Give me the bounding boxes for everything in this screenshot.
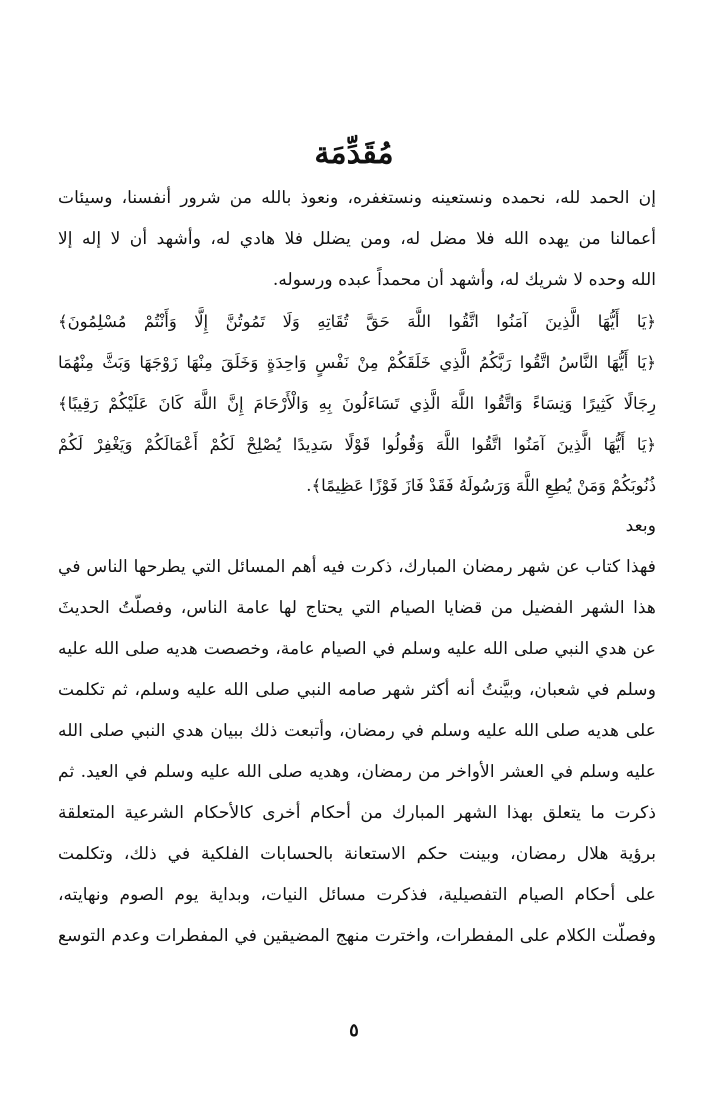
verse-line: رِجَالًا كَثِيرًا وَنِسَاءً وَاتَّقُوا اللَّهَ الَّذِي تَسَاءَلُونَ بِهِ وَالْأَرْحَامَ إِنَّ اللَّهَ كَانَ عَلَيْكُمْ رَقِيبًا﴾ [58,394,656,413]
body-text [58,178,656,957]
text-line: وسلم في شعبان، وبيَّنتُ أنه أكثر شهر صامه النبي صلى الله عليه وسلم، ثم تكلمت [58,680,656,700]
text-line: هذا الشهر الفضيل من قضايا الصيام التي يحتاج لها عامة الناس، وفصلّتُ الحديثَ [58,598,656,618]
text-line: الله وحده لا شريك له، وأشهد أن محمداً عبده ورسوله. [272,270,656,290]
text-line: عن هدي النبي صلى الله عليه وسلم في الصيام عامة، وخصصت هديه صلى الله عليه [58,639,656,659]
text-line: ذكرت ما يتعلق بهذا الشهر المبارك من أحكام أخرى كالأحكام الشرعية المتعلقة [58,803,656,823]
text-line: عليه وسلم في العشر الأواخر من رمضان، وهديه صلى الله عليه وسلم في العيد. ثم [58,762,656,782]
text-line: إن الحمد لله، نحمده ونستعينه ونستغفره، ونعوذ بالله من شرور أنفسنا، وسيئات [58,188,656,208]
verse-line: ﴿يَا أَيُّهَا الَّذِينَ آمَنُوا اتَّقُوا اللَّهَ وَقُولُوا قَوْلًا سَدِيدًا يُصْلِحْ لَكُمْ أَعْمَالَكُمْ وَيَغْفِرْ لَكُمْ [58,435,656,454]
text-line: أعمالنا من يهده الله فلا مضل له، ومن يضلل فلا هادي له، وأشهد أن لا إله إلا [58,229,656,249]
text-line: على هديه صلى الله عليه وسلم في رمضان، وأتبعت ذلك ببيان هدي النبي صلى الله [58,721,656,741]
page-number: ٥ [349,1020,359,1041]
text-line: فهذا كتاب عن شهر رمضان المبارك، ذكرت فيه أهم المسائل التي يطرحها الناس في [58,557,656,577]
text-line: برؤية هلال رمضان، وبينت حكم الاستعانة بالحسابات الفلكية في ذلك، وتكلمت [58,844,656,864]
text-line: على أحكام الصيام التفصيلية، فذكرت مسائل النيات، وبداية يوم الصوم ونهايته، [58,885,656,905]
verse-line: ﴿يَا أَيُّهَا النَّاسُ اتَّقُوا رَبَّكُمُ الَّذِي خَلَقَكُمْ مِنْ نَفْسٍ وَاحِدَةٍ وَخَلَقَ مِنْهَا زَوْجَهَا وَبَثَّ مِنْهُمَا [58,353,656,372]
page-heading: مُقَدِّمَة [314,136,394,171]
text-line: وبعد [625,516,656,536]
verse-line: ﴿يَا أَيُّهَا الَّذِينَ آمَنُوا اتَّقُوا اللَّهَ حَقَّ تُقَاتِهِ وَلَا تَمُوتُنَّ إِلَّا وَأَنْتُمْ مُسْلِمُونَ﴾ [58,312,656,331]
verse-line: ذُنُوبَكُمْ وَمَنْ يُطِعِ اللَّهَ وَرَسُولَهُ فَقَدْ فَازَ فَوْزًا عَظِيمًا﴾. [306,476,656,495]
text-line: وفصلّت الكلام على المفطرات، واخترت منهج المضيقين في المفطرات وعدم التوسع [58,926,656,946]
